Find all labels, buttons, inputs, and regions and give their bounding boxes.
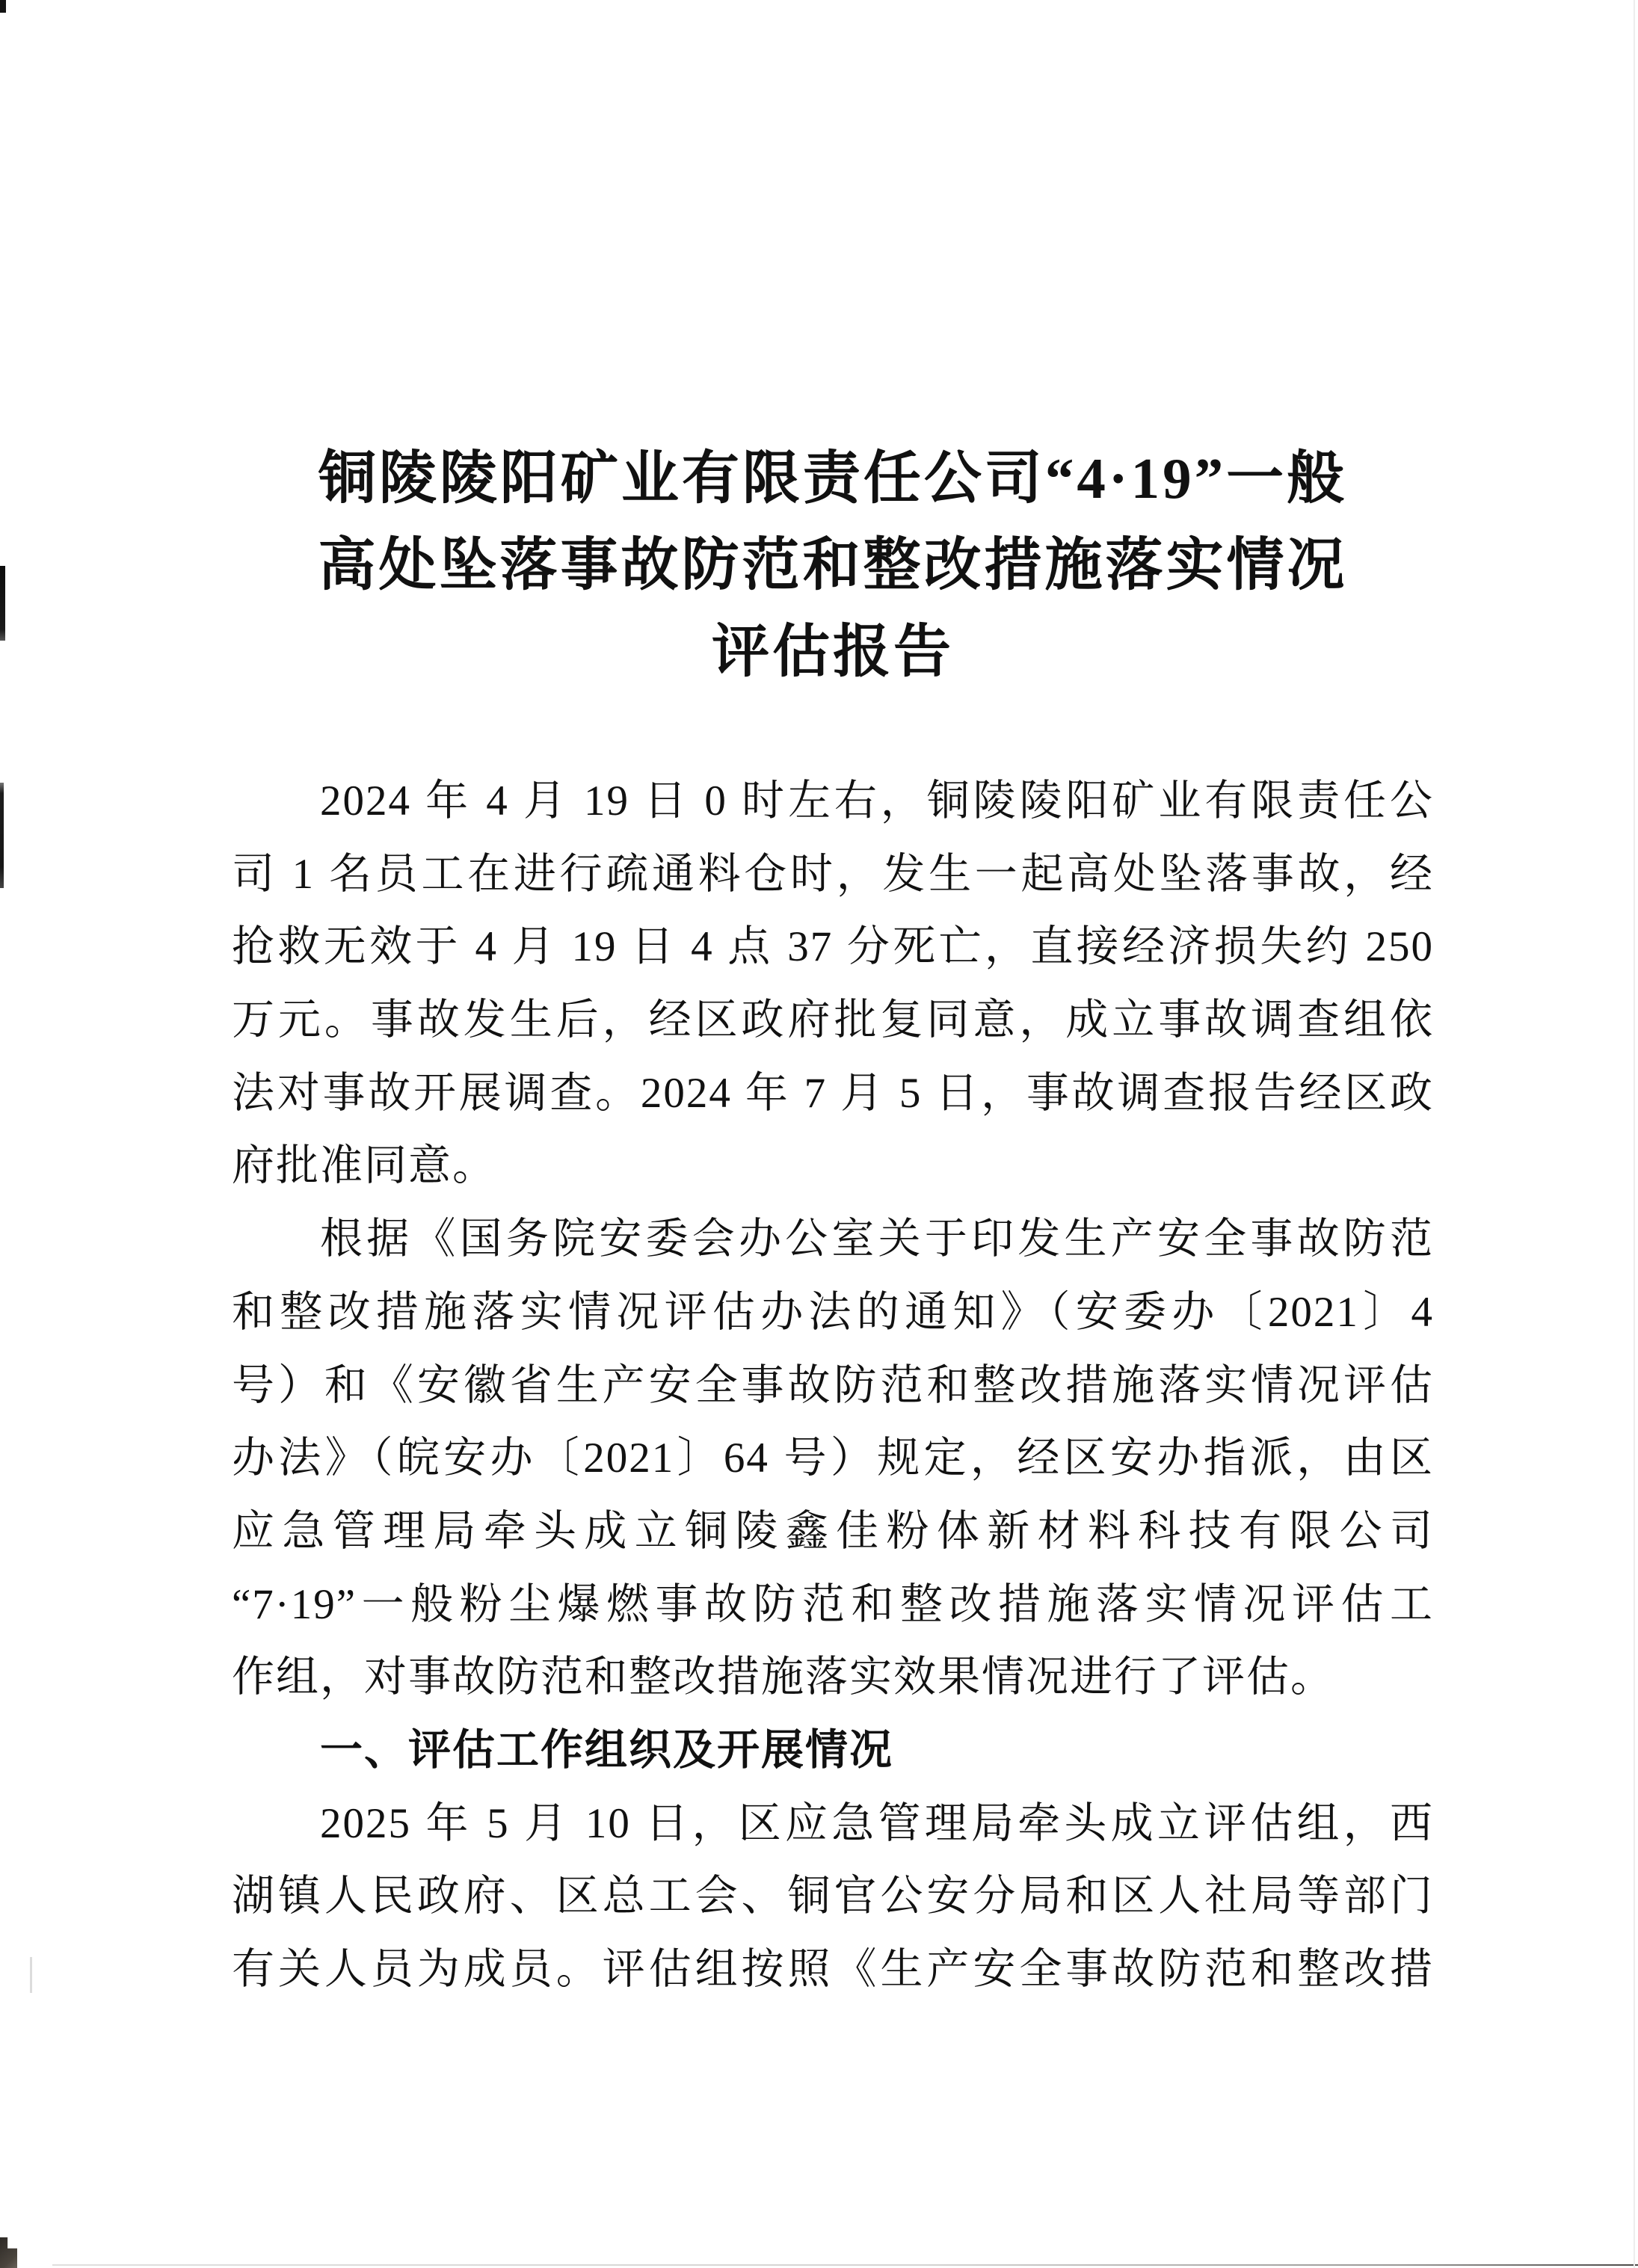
body-line: 2025 年 5 月 10 日，区应急管理局牵头成立评估组，西 [320, 1799, 1434, 1847]
body-line: 办法》（皖安办〔2021〕64 号）规定，经区安办指派，由区 [232, 1435, 1434, 1482]
body-line: 法对事故开展调查。2024 年 7 月 5 日，事故调查报告经区政 [232, 1069, 1434, 1117]
body-line: 司 1 名员工在进行疏通料仓时，发生一起高处坠落事故，经 [232, 850, 1434, 898]
scan-artifact-right-edge-line [1634, 0, 1635, 2268]
body-line: 2024 年 4 月 19 日 0 时左右，铜陵陵阳矿业有限责任公 [320, 777, 1434, 825]
body-line: 作组，对事故防范和整改措施落实效果情况进行了评估。 [232, 1654, 1334, 1701]
scan-artifact-bottom-edge-line [52, 2264, 1638, 2266]
body-line: 根据《国务院安委会办公室关于印发生产安全事故防范 [320, 1215, 1434, 1263]
body-line: 万元。事故发生后，经区政府批复同意，成立事故调查组依 [232, 996, 1434, 1044]
scan-artifact-bottom-left-blob [0, 2237, 17, 2268]
section-heading: 一、评估工作组织及开展情况 [320, 1726, 893, 1774]
document-body [232, 765, 1434, 2006]
body-line: 抢救无效于 4 月 19 日 4 点 37 分死亡，直接经济损失约 250 [232, 923, 1434, 971]
body-line: 府批准同意。 [232, 1142, 496, 1190]
scan-artifact-left-tick [30, 1957, 32, 1993]
scan-artifact-top-left-corner [0, 0, 6, 13]
body-line: 应急管理局牵头成立铜陵鑫佳粉体新材料科技有限公司 [232, 1507, 1434, 1555]
body-line: 有关人员为成员。评估组按照《生产安全事故防范和整改措 [232, 1946, 1434, 1993]
body-line: 号）和《安徽省生产安全事故防范和整改措施落实情况评估 [232, 1361, 1434, 1409]
scan-artifact-left-bar-upper [0, 566, 5, 641]
title-line: 评估报告 [712, 620, 954, 684]
title-line: 铜陵陵阳矿业有限责任公司“4·19”一般 [318, 446, 1348, 511]
body-line: “7·19”一般粉尘爆燃事故防范和整改措施落实情况评估工 [232, 1580, 1434, 1628]
scan-artifact-left-bar-lower [0, 783, 4, 888]
title-line: 高处坠落事故防范和整改措施落实情况 [318, 533, 1348, 597]
body-line: 和整改措施落实情况评估办法的通知》（安委办〔2021〕4 [232, 1288, 1434, 1336]
document-title [232, 435, 1434, 695]
body-line: 湖镇人民政府、区总工会、铜官公安分局和区人社局等部门 [232, 1873, 1434, 1920]
